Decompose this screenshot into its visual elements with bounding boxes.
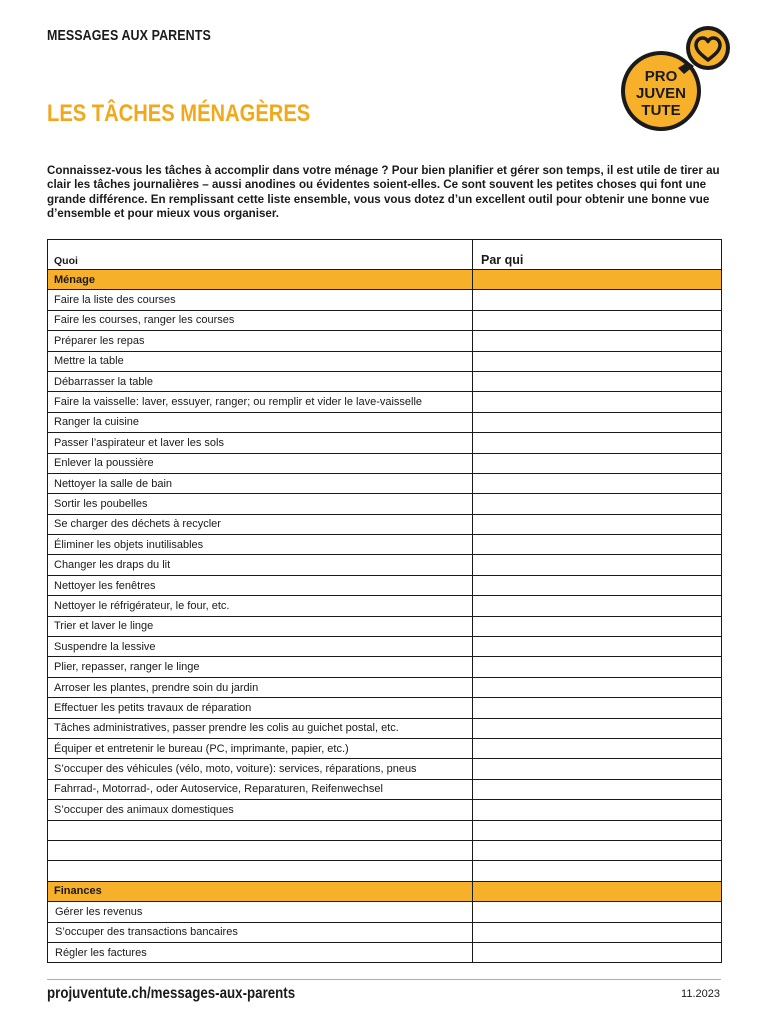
assignee-cell[interactable] (473, 351, 722, 371)
task-cell: Régler les factures (48, 942, 473, 962)
intro-paragraph: Connaissez-vous les tâches à accomplir dans votre ménage ? Pour bien planifier et gérer son temps, il est utile de tirer au clair les tâches journalières – aussi anodines ou évidentes soient-elles. Ce sont souvent les petites choses qui font une grande différence. En remplissant cette liste ensemble, vous vous dotez d’un excellent outil pour obtenir une bonne vue d’ensemble et pour mieux vous organiser. (47, 164, 720, 221)
task-cell: Nettoyer les fenêtres (48, 575, 473, 595)
header-label: MESSAGES AUX PARENTS (47, 28, 211, 44)
assignee-cell[interactable] (473, 412, 722, 432)
task-cell: Arroser les plantes, prendre soin du jardin (48, 677, 473, 697)
task-cell: Mettre la table (48, 351, 473, 371)
assignee-cell[interactable] (473, 738, 722, 758)
section-title: Finances (48, 881, 473, 901)
table-row (48, 310, 722, 330)
table-row (48, 677, 722, 697)
tasks-table (47, 239, 722, 963)
assignee-cell[interactable] (473, 494, 722, 514)
table-row (48, 759, 722, 779)
task-cell: Gérer les revenus (48, 902, 473, 922)
assignee-cell[interactable] (473, 453, 722, 473)
table-row (48, 290, 722, 310)
table-row (48, 555, 722, 575)
task-cell (48, 840, 473, 860)
column-header-quoi: Quoi (48, 240, 473, 270)
task-cell: Tâches administratives, passer prendre les colis au guichet postal, etc. (48, 718, 473, 738)
task-cell: Effectuer les petits travaux de réparation (48, 698, 473, 718)
table-row (48, 412, 722, 432)
assignee-cell[interactable] (473, 902, 722, 922)
task-cell: Éliminer les objets inutilisables (48, 535, 473, 555)
table-row (48, 942, 722, 962)
table-row (48, 535, 722, 555)
table-row (48, 616, 722, 636)
table-row (48, 514, 722, 534)
task-cell (48, 820, 473, 840)
table-row (48, 433, 722, 453)
table-row (48, 371, 722, 391)
assignee-cell[interactable] (473, 820, 722, 840)
page-title: LES TÂCHES MÉNAGÈRES (47, 100, 311, 127)
assignee-cell[interactable] (473, 371, 722, 391)
task-cell: Débarrasser la table (48, 371, 473, 391)
assignee-cell[interactable] (473, 555, 722, 575)
task-cell: Suspendre la lessive (48, 637, 473, 657)
task-cell: Préparer les repas (48, 331, 473, 351)
assignee-cell[interactable] (473, 575, 722, 595)
table-row (48, 738, 722, 758)
task-cell: S’occuper des véhicules (vélo, moto, voiture): services, réparations, pneus (48, 759, 473, 779)
task-cell: Sortir les poubelles (48, 494, 473, 514)
table-row (48, 820, 722, 840)
table-row (48, 351, 722, 371)
footer-date: 11.2023 (681, 988, 720, 1000)
logo-line-3: TUTE (641, 102, 681, 119)
task-cell: Plier, repasser, ranger le linge (48, 657, 473, 677)
footer-divider (47, 979, 721, 980)
assignee-cell[interactable] (473, 698, 722, 718)
assignee-cell[interactable] (473, 759, 722, 779)
assignee-cell[interactable] (473, 331, 722, 351)
assignee-cell[interactable] (473, 800, 722, 820)
task-cell: S’occuper des animaux domestiques (48, 800, 473, 820)
task-cell: Trier et laver le linge (48, 616, 473, 636)
assignee-cell[interactable] (473, 861, 722, 881)
assignee-cell[interactable] (473, 616, 722, 636)
task-cell: Changer les draps du lit (48, 555, 473, 575)
section-title: Ménage (48, 270, 473, 290)
task-cell: Faire les courses, ranger les courses (48, 310, 473, 330)
table-row (48, 698, 722, 718)
table-row (48, 637, 722, 657)
assignee-cell[interactable] (473, 657, 722, 677)
task-cell: Faire la vaisselle: laver, essuyer, ranger; ou remplir et vider le lave-vaisselle (48, 392, 473, 412)
task-cell: Nettoyer la salle de bain (48, 473, 473, 493)
task-cell: Équiper et entretenir le bureau (PC, imprimante, papier, etc.) (48, 738, 473, 758)
column-header-par-qui: Par qui (473, 240, 722, 270)
table-row (48, 657, 722, 677)
table-row (48, 861, 722, 881)
assignee-cell[interactable] (473, 637, 722, 657)
table-row (48, 902, 722, 922)
task-cell: Faire la liste des courses (48, 290, 473, 310)
table-row (48, 331, 722, 351)
table-row (48, 392, 722, 412)
task-cell: Nettoyer le réfrigérateur, le four, etc. (48, 596, 473, 616)
assignee-cell[interactable] (473, 310, 722, 330)
table-row (48, 453, 722, 473)
table-row (48, 800, 722, 820)
assignee-cell[interactable] (473, 514, 722, 534)
assignee-cell[interactable] (473, 433, 722, 453)
assignee-cell[interactable] (473, 942, 722, 962)
task-cell: Se charger des déchets à recycler (48, 514, 473, 534)
task-cell: Ranger la cuisine (48, 412, 473, 432)
section-row (48, 270, 722, 290)
task-cell: Enlever la poussière (48, 453, 473, 473)
assignee-cell[interactable] (473, 473, 722, 493)
logo-line-2: JUVEN (635, 85, 687, 102)
table-row (48, 779, 722, 799)
task-cell: Passer l’aspirateur et laver les sols (48, 433, 473, 453)
assignee-cell[interactable] (473, 718, 722, 738)
task-cell: Fahrrad-, Motorrad-, oder Autoservice, Reparaturen, Reifenwechsel (48, 779, 473, 799)
assignee-cell[interactable] (473, 290, 722, 310)
section-assignee-cell[interactable] (473, 881, 722, 901)
assignee-cell[interactable] (473, 535, 722, 555)
table-row (48, 494, 722, 514)
footer-url-link[interactable]: projuventute.ch/messages-aux-parents (47, 985, 296, 1002)
logo-line-1: PRO (644, 68, 678, 85)
pro-juventute-logo (618, 24, 734, 134)
assignee-cell[interactable] (473, 840, 722, 860)
assignee-cell[interactable] (473, 392, 722, 412)
table-row (48, 922, 722, 942)
table-row (48, 840, 722, 860)
table-row (48, 596, 722, 616)
task-cell: S’occuper des transactions bancaires (48, 922, 473, 942)
table-header-row (48, 240, 722, 270)
section-row (48, 881, 722, 901)
assignee-cell[interactable] (473, 596, 722, 616)
assignee-cell[interactable] (473, 677, 722, 697)
table-row (48, 718, 722, 738)
assignee-cell[interactable] (473, 779, 722, 799)
section-assignee-cell[interactable] (473, 270, 722, 290)
assignee-cell[interactable] (473, 922, 722, 942)
table-row (48, 575, 722, 595)
task-cell (48, 861, 473, 881)
table-row (48, 473, 722, 493)
